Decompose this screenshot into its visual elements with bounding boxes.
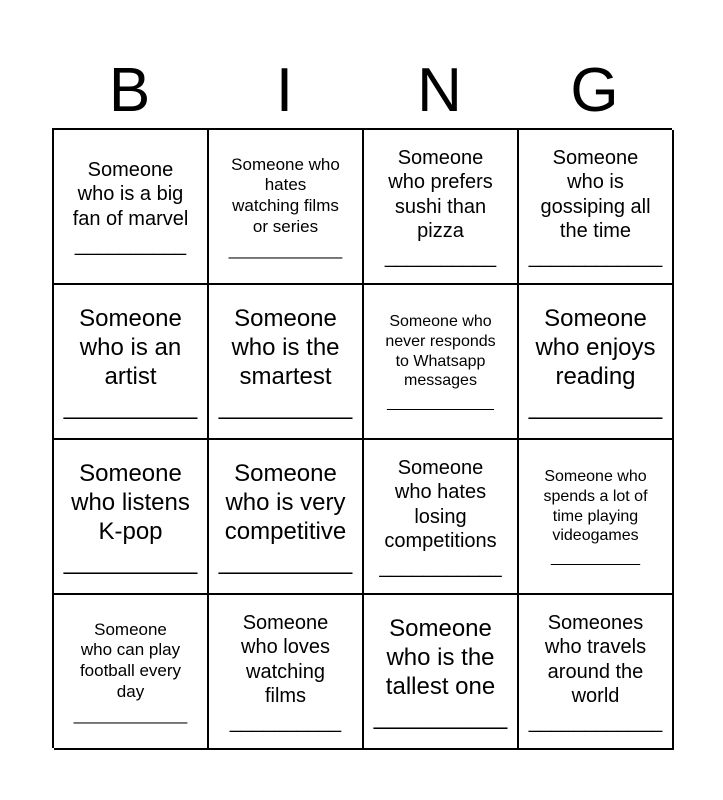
bingo-cell-2[interactable] (209, 130, 364, 285)
title-letter-i: I (275, 56, 294, 125)
name-blank-line: __________ (218, 548, 353, 576)
bingo-cell-7[interactable] (364, 285, 519, 440)
name-blank-line: __________ (384, 246, 497, 269)
cell-text: Someone who never responds to Whatsapp messages (385, 313, 496, 390)
bingo-cell-14[interactable] (209, 595, 364, 750)
bingo-cell-13[interactable] (54, 595, 209, 750)
cell-text: Someone who enjoys reading (535, 304, 656, 391)
name-blank-line: __________ (229, 711, 342, 734)
name-blank-line: __________ (528, 393, 663, 421)
bingo-cell-12[interactable] (519, 440, 674, 595)
bingo-cell-11[interactable] (364, 440, 519, 595)
cell-text: Someone who prefers sushi than pizza (388, 146, 493, 242)
bingo-title (52, 55, 672, 127)
cell-text: Someone who is the smartest (231, 304, 340, 391)
bingo-cell-1[interactable] (54, 130, 209, 285)
bingo-cell-5[interactable] (54, 285, 209, 440)
cell-text: Someone who listens K-pop (71, 459, 190, 546)
name-blank-line: ____________ (528, 246, 663, 269)
cell-text: Someone who is a big fan of marvel (72, 158, 189, 230)
bingo-cell-4[interactable] (519, 130, 674, 285)
name-blank-line: ____________ (528, 711, 663, 734)
bingo-cell-15[interactable] (364, 595, 519, 750)
bingo-cell-6[interactable] (209, 285, 364, 440)
cell-text: Someone who loves watching films (241, 611, 330, 707)
name-blank-line: ____________ (228, 240, 343, 260)
bingo-cell-10[interactable] (209, 440, 364, 595)
bingo-cell-9[interactable] (54, 440, 209, 595)
cell-text: Someone who is the tallest one (385, 614, 496, 701)
cell-text: Someone who is an artist (79, 304, 182, 391)
cell-text: Someone who is very competitive (224, 459, 347, 546)
cell-text: Someone who hates losing competitions (384, 456, 497, 552)
bingo-cell-8[interactable] (519, 285, 674, 440)
name-blank-line: __________ (63, 548, 198, 576)
cell-text: Someone who is gossiping all the time (540, 146, 651, 242)
name-blank-line: ___________ (379, 556, 502, 579)
title-letter-g: G (570, 56, 619, 125)
title-letter-b: B (108, 56, 151, 125)
name-blank-line: __________ (218, 393, 353, 421)
name-blank-line: __________ (63, 393, 198, 421)
name-blank-line: ____________ (73, 705, 188, 725)
cell-text: Someones who travels around the world (544, 611, 647, 707)
cell-text: Someone who can play football every day (79, 619, 182, 701)
title-letter-n: N (417, 56, 462, 125)
bingo-board (52, 128, 672, 748)
bingo-cell-16[interactable] (519, 595, 674, 750)
name-blank-line: __________ (373, 703, 508, 731)
cell-text: Someone who spends a lot of time playing videogames (543, 468, 648, 545)
cell-text: Someone who hates watching films or series (231, 154, 340, 236)
name-blank-line: __________ (74, 234, 187, 257)
name-blank-line: ____________ (387, 393, 494, 411)
name-blank-line: __________ (551, 548, 640, 566)
bingo-cell-3[interactable] (364, 130, 519, 285)
